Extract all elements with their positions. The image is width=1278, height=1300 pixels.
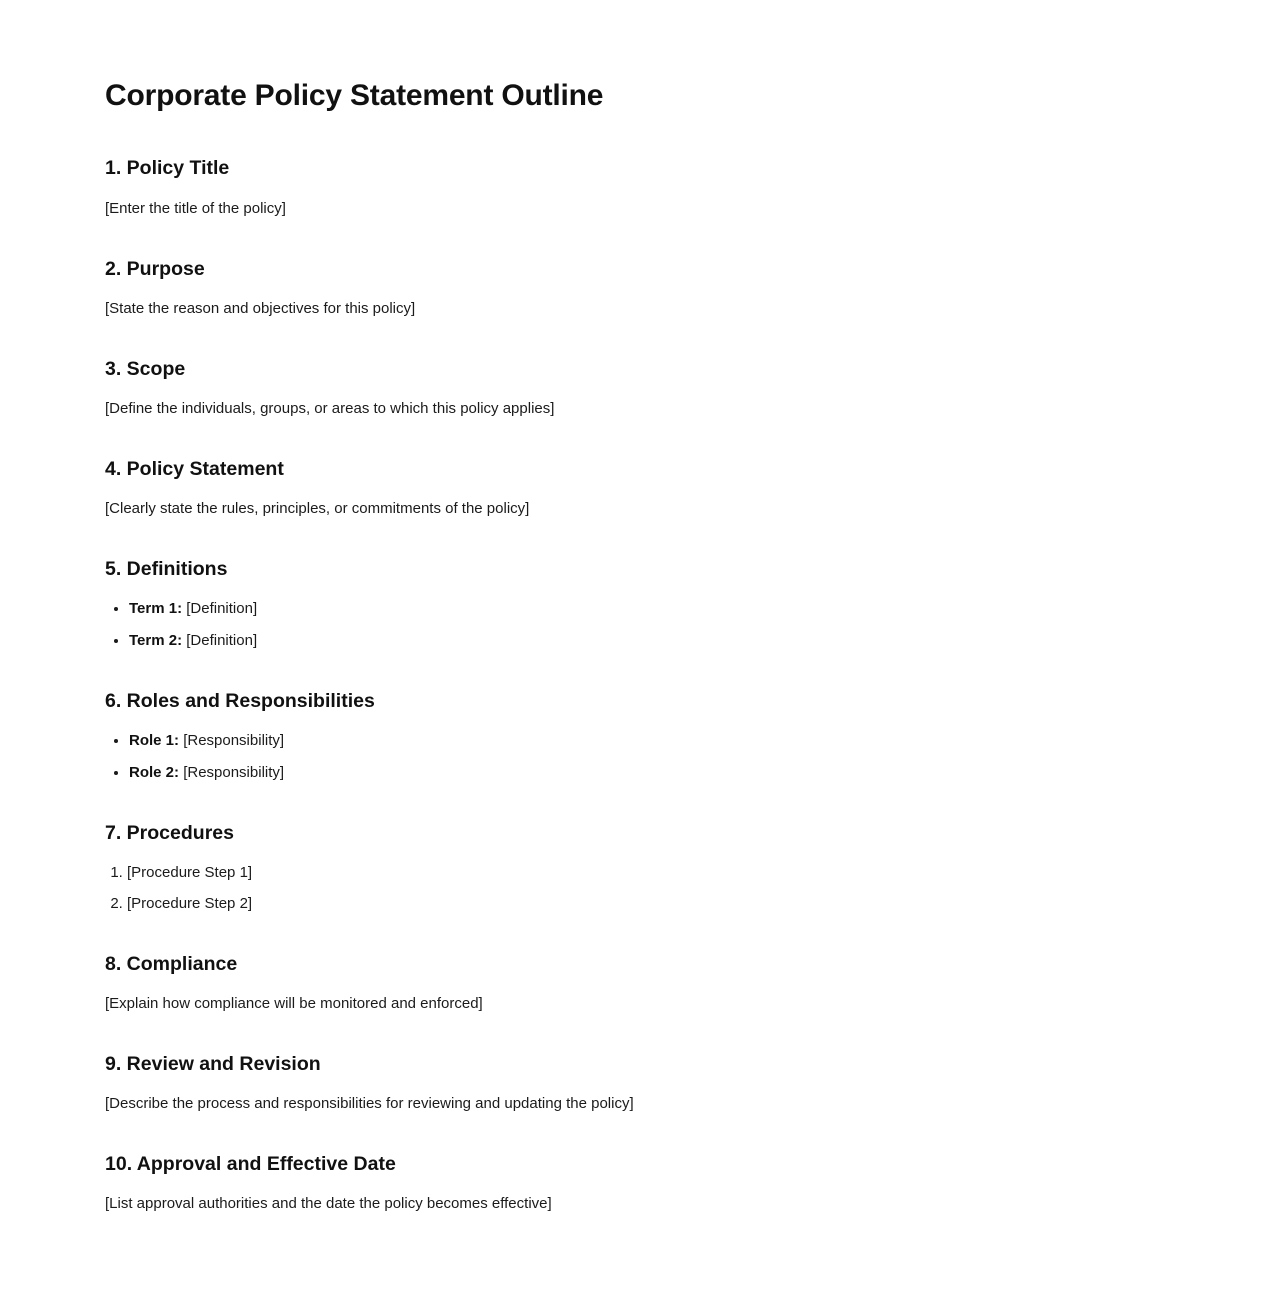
section-policy-title (105, 157, 1173, 219)
section-compliance (105, 953, 1173, 1015)
section-definitions (105, 558, 1173, 652)
list-item-label: Term 1: (129, 600, 183, 618)
page-title: Corporate Policy Statement Outline (105, 79, 604, 112)
section-heading: 9. Review and Revision (105, 1052, 321, 1075)
section-scope (105, 358, 1173, 420)
section-heading: 4. Policy Statement (105, 457, 284, 480)
section-approval-and-effective-date (105, 1153, 1173, 1215)
list-item-value: [Responsibility] (183, 763, 285, 781)
list-item-label: Role 1: (129, 732, 180, 750)
list-item: 2. [Procedure Step 2] (127, 893, 1173, 915)
list-item-label: Role 2: (129, 763, 180, 781)
list-item-label: Term 2: (129, 632, 183, 650)
section-heading: 3. Scope (105, 357, 186, 380)
section-heading: 10. Approval and Effective Date (105, 1152, 396, 1175)
section-procedures (105, 822, 1173, 915)
section-roles-and-responsibilities (105, 690, 1173, 784)
list-item-value: [Responsibility] (183, 732, 285, 750)
list-item: 1. [Procedure Step 1] (127, 862, 1173, 884)
section-policy-statement (105, 458, 1173, 520)
section-review-and-revision (105, 1053, 1173, 1115)
section-heading: 5. Definitions (105, 557, 228, 580)
list-item (129, 762, 1173, 784)
section-body-text: [Explain how compliance will be monitored and enforced] (105, 995, 483, 1013)
definitions-list (105, 598, 1173, 652)
list-item-value: [Definition] (186, 600, 258, 618)
section-body-text: [Describe the process and responsibilities for reviewing and updating the policy] (105, 1095, 634, 1113)
section-body-text: [Define the individuals, groups, or areas to which this policy applies] (105, 400, 555, 418)
section-body-text: [Enter the title of the policy] (105, 199, 286, 217)
section-purpose (105, 258, 1173, 320)
list-item (129, 598, 1173, 620)
section-body-text: [State the reason and objectives for this policy] (105, 299, 416, 317)
list-item-value: [Definition] (186, 632, 258, 650)
section-heading: 7. Procedures (105, 821, 234, 844)
list-item (129, 630, 1173, 652)
section-heading: 8. Compliance (105, 952, 238, 975)
procedures-list (105, 862, 1173, 915)
section-body-text: [Clearly state the rules, principles, or commitments of the policy] (105, 500, 530, 518)
list-item (129, 730, 1173, 752)
roles-list (105, 730, 1173, 784)
section-heading: 2. Purpose (105, 257, 205, 280)
section-heading: 6. Roles and Responsibilities (105, 689, 375, 712)
section-body-text: [List approval authorities and the date the policy becomes effective] (105, 1195, 552, 1213)
section-heading: 1. Policy Title (105, 157, 230, 180)
